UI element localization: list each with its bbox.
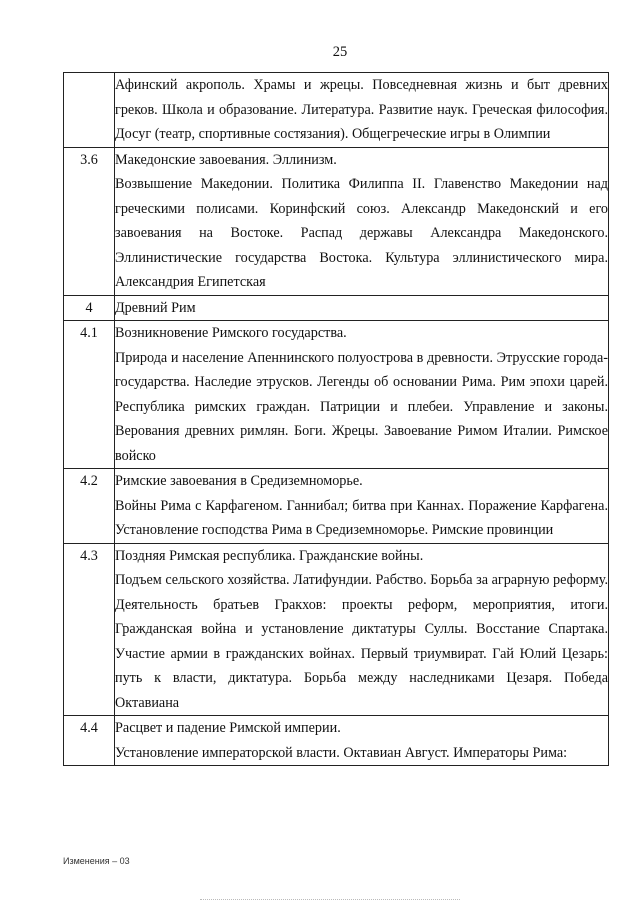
- row-body: Установление императорской власти. Октавиан Август. Императоры Рима:: [115, 744, 568, 761]
- row-heading: Древний Рим: [115, 299, 196, 316]
- row-number: 4.4: [64, 716, 115, 766]
- row-number: 4: [64, 295, 115, 321]
- row-body: Подъем сельского хозяйства. Латифундии. Рабство. Борьба за аграрную реформу. Деятельность братьев Гракхов: проекты реформ, мероприятия, итоги. Гражданская война и установление диктатуры Суллы. Восстание Спартака. Участие армии в гражданских войнах. Первый триумвират. Гай Юлий Цезарь: путь к власти, диктатура. Борьба между наследниками Цезаря. Победа Октавиана: [115, 572, 608, 711]
- row-content: [115, 469, 609, 544]
- row-content: [115, 321, 609, 469]
- row-heading: Римские завоевания в Средиземноморье.: [115, 473, 363, 489]
- row-number: [64, 73, 115, 148]
- row-body: Природа и население Апеннинского полуострова в древности. Этрусские города-государства. Наследие этрусков. Легенды об основании Рима. Рим эпохи царей. Республика римских граждан. Патриции и плебеи. Управление и законы. Верования древних римлян. Боги. Жрецы. Завоевание Римом Италии. Римское войско: [115, 349, 608, 464]
- table-row: [64, 321, 609, 469]
- row-body: Возвышение Македонии. Политика Филиппа II. Главенство Македонии над греческими полисами. Коринфский союз. Александр Македонский и его завоевания на Востоке. Распад державы Александра Македонского. Эллинистические государства Востока. Культура эллинистического мира. Александрия Египетская: [115, 176, 608, 290]
- row-body: Афинский акрополь. Храмы и жрецы. Повседневная жизнь и быт древних греков. Школа и образование. Литература. Развитие наук. Греческая философия. Досуг (театр, спортивные состязания). Общегреческие игры в Олимпии: [115, 77, 608, 142]
- row-heading: Македонские завоевания. Эллинизм.: [115, 151, 337, 168]
- scan-artifact: [200, 899, 460, 902]
- row-content: [115, 147, 609, 295]
- row-heading: Поздняя Римская республика. Гражданские войны.: [115, 547, 424, 564]
- table-row: [64, 73, 609, 148]
- curriculum-table: [63, 72, 609, 766]
- row-number: 3.6: [64, 147, 115, 295]
- row-number: 4.1: [64, 321, 115, 469]
- footer-revision: Изменения – 03: [63, 856, 130, 866]
- row-number: 4.2: [64, 469, 115, 544]
- row-content: [115, 295, 609, 321]
- row-content: [115, 543, 609, 716]
- table-row: [64, 716, 609, 766]
- row-content: [115, 73, 609, 148]
- row-heading: Расцвет и падение Римской империи.: [115, 720, 341, 736]
- row-heading: Возникновение Римского государства.: [115, 325, 347, 341]
- table-row: [64, 543, 609, 716]
- page-number: 25: [332, 44, 348, 60]
- table-row: [64, 295, 609, 321]
- table-row: [64, 147, 609, 295]
- table-row: [64, 469, 609, 544]
- row-body: Войны Рима с Карфагеном. Ганнибал; битва при Каннах. Поражение Карфагена. Установление господства Рима в Средиземноморье. Римские провинции: [115, 497, 608, 538]
- row-content: [115, 716, 609, 766]
- row-number: 4.3: [64, 543, 115, 716]
